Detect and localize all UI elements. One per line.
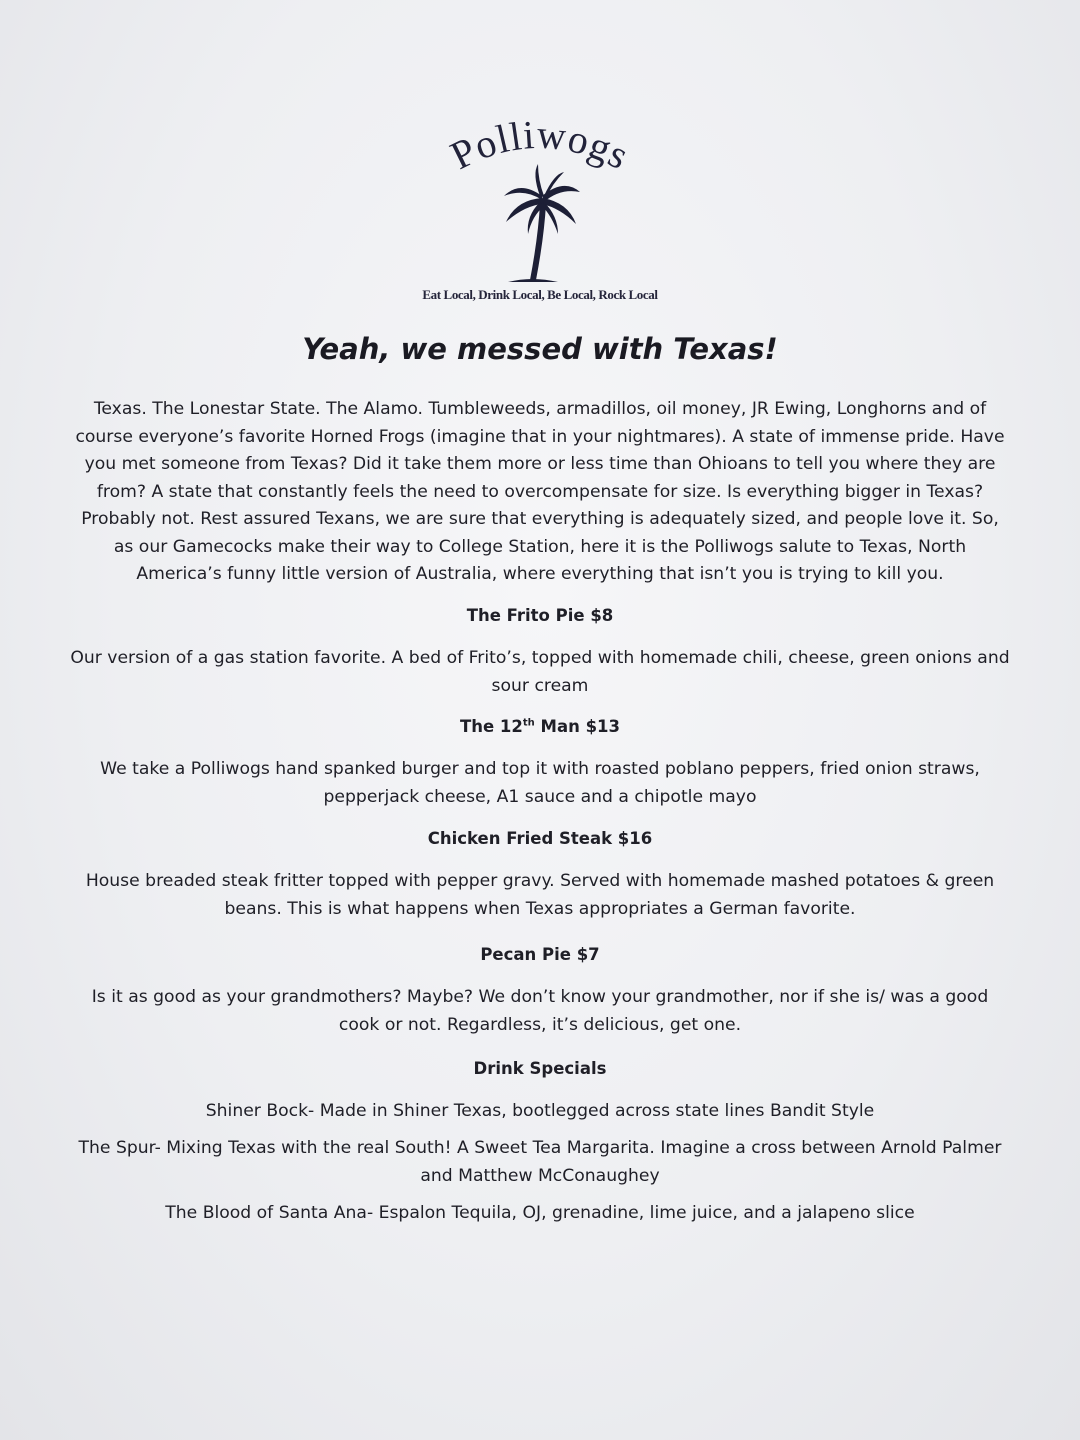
item-description: House breaded steak fritter topped with pepper gravy. Served with homemade mashed potatoes & green beans. This is what happens when Texas appropriates a German favorite.: [85, 871, 995, 919]
intro-paragraph: Texas. The Lonestar State. The Alamo. Tumbleweeds, armadillos, oil money, JR Ewing, Longhorns and of course everyone’s favorite Horned Frogs (imagine that in your nightmares). A state of immense pride. Have you met someone from Texas? Did it take them more or less time than Ohioans to tell you where they are from? A state that constantly feels the need to overcompensate for size. Is everything bigger in Texas? Probably not. Rest assured Texans, we are sure that everything is adequately sized, and people love it. So, as our Gamecocks make their way to College Station, here it is the Polliwogs salute to Texas, North America’s funny little version of Australia, where everything that isn’t you is trying to kill you.: [75, 399, 1005, 584]
page-headline: Yeah, we messed with Texas!: [302, 332, 778, 366]
item-title: Pecan Pie $7: [480, 945, 600, 964]
item-description: Our version of a gas station favorite. A bed of Frito’s, topped with homemade chili, cheese, green onions and sour cream: [70, 648, 1010, 696]
menu-item-pecan-pie: [70, 943, 1010, 1039]
drink-specials-title: Drink Specials: [473, 1059, 607, 1078]
item-title: The 12th Man $13: [459, 717, 621, 736]
menu-item-12th-man: [70, 715, 1010, 811]
logo-brand-text: Polliwogs: [443, 118, 637, 179]
polliwogs-logo: [0, 118, 1080, 308]
palm-tree-logo-icon: [420, 118, 660, 288]
menu-item-frito-pie: [70, 604, 1010, 700]
drink-blood-of-santa-ana: The Blood of Santa Ana- Espalon Tequila, OJ, grenadine, lime juice, and a jalapeno slice: [165, 1203, 915, 1223]
logo-tagline: Eat Local, Drink Local, Be Local, Rock Local: [422, 287, 658, 302]
item-title: Chicken Fried Steak $16: [427, 829, 653, 848]
svg-text:Polliwogs: [443, 118, 636, 178]
item-description: We take a Polliwogs hand spanked burger and top it with roasted poblano peppers, fried onion straws, pepperjack cheese, A1 sauce and a chipotle mayo: [100, 759, 980, 807]
item-title: The Frito Pie $8: [466, 606, 614, 625]
drink-specials: [70, 1057, 1010, 1227]
item-description: Is it as good as your grandmothers? Maybe? We don’t know your grandmother, nor if she is/ was a good cook or not. Regardless, it’s delicious, get one.: [91, 987, 989, 1035]
drink-shiner-bock: Shiner Bock- Made in Shiner Texas, bootlegged across state lines Bandit Style: [205, 1101, 875, 1121]
drink-the-spur: The Spur- Mixing Texas with the real South! A Sweet Tea Margarita. Imagine a cross between Arnold Palmer and Matthew McConaughey: [78, 1138, 1002, 1186]
menu-item-chicken-fried-steak: [70, 827, 1010, 923]
